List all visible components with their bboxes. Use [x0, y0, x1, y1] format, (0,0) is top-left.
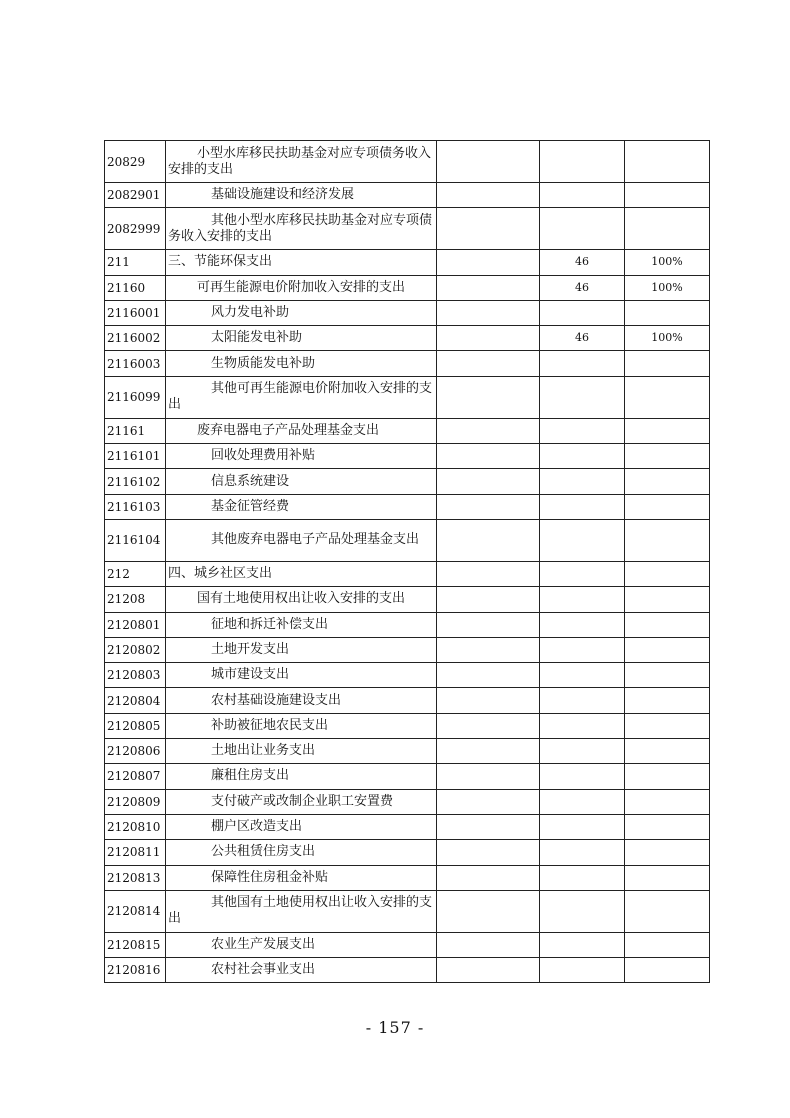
- empty-cell: [437, 865, 540, 890]
- subject-name-text: 其他国有土地使用权出让收入安排的支出: [168, 895, 433, 927]
- subject-name-text: 废弃电器电子产品处理基金支出: [197, 422, 380, 438]
- table-row: [105, 300, 710, 325]
- subject-name-text: 土地开发支出: [211, 642, 290, 657]
- empty-cell: [437, 637, 540, 662]
- amount-cell: [540, 932, 625, 957]
- amount-cell: [540, 840, 625, 865]
- subject-code-cell: 2082999: [105, 208, 166, 250]
- subject-name-cell: [166, 958, 437, 983]
- subject-name-text: 农村社会事业支出: [211, 962, 316, 978]
- table-row: [105, 688, 710, 713]
- subject-name-cell: [166, 300, 437, 325]
- ratio-cell: [625, 376, 710, 418]
- ratio-cell: [625, 865, 710, 890]
- empty-cell: [437, 739, 540, 764]
- amount-cell: [540, 612, 625, 637]
- empty-cell: [437, 932, 540, 957]
- subject-name-text: 农村基础设施建设支出: [211, 692, 342, 708]
- page-number: - 157 -: [365, 1018, 425, 1037]
- empty-cell: [437, 764, 540, 789]
- subject-name-text: 生物质能发电补助: [211, 355, 316, 371]
- subject-name-cell: [166, 713, 437, 738]
- budget-table: [104, 140, 710, 983]
- ratio-cell: [625, 713, 710, 738]
- subject-name-cell: [166, 444, 437, 469]
- amount-cell: [540, 789, 625, 814]
- amount-cell: 46: [540, 326, 625, 351]
- subject-name-text: 可再生能源电价附加收入安排的支出: [197, 279, 406, 295]
- table-row: [105, 275, 710, 300]
- amount-cell: [540, 494, 625, 519]
- subject-name-cell: [166, 764, 437, 789]
- subject-code-cell: 2116001: [105, 300, 166, 325]
- amount-cell: [540, 713, 625, 738]
- budget-table-body: [105, 141, 710, 983]
- table-row: [105, 814, 710, 839]
- empty-cell: [437, 494, 540, 519]
- table-row: [105, 932, 710, 957]
- subject-name-text: 三、节能环保支出: [168, 254, 273, 270]
- empty-cell: [437, 519, 540, 561]
- subject-name-text: 国有土地使用权出让收入安排的支出: [197, 591, 406, 607]
- subject-name-cell: [166, 890, 437, 932]
- empty-cell: [437, 688, 540, 713]
- subject-name-text: 棚户区改造支出: [211, 819, 303, 835]
- subject-name-cell: [166, 183, 437, 208]
- subject-name-cell: [166, 250, 437, 275]
- table-row: [105, 444, 710, 469]
- amount-cell: [540, 141, 625, 183]
- subject-name-cell: [166, 469, 437, 494]
- subject-code-cell: 2120802: [105, 637, 166, 662]
- table-row: [105, 351, 710, 376]
- subject-code-cell: 2116101: [105, 444, 166, 469]
- empty-cell: [437, 351, 540, 376]
- table-row: [105, 376, 710, 418]
- amount-cell: [540, 561, 625, 586]
- ratio-cell: [625, 764, 710, 789]
- ratio-cell: [625, 890, 710, 932]
- table-row: [105, 469, 710, 494]
- ratio-cell: [625, 444, 710, 469]
- empty-cell: [437, 663, 540, 688]
- amount-cell: [540, 764, 625, 789]
- subject-name-text: 四、城乡社区支出: [168, 566, 273, 582]
- empty-cell: [437, 587, 540, 612]
- subject-code-cell: 2116102: [105, 469, 166, 494]
- subject-name-cell: [166, 275, 437, 300]
- empty-cell: [437, 814, 540, 839]
- subject-code-cell: 2120805: [105, 713, 166, 738]
- subject-code-cell: 2120811: [105, 840, 166, 865]
- subject-name-cell: [166, 739, 437, 764]
- empty-cell: [437, 208, 540, 250]
- subject-code-cell: 21161: [105, 418, 166, 443]
- ratio-cell: [625, 958, 710, 983]
- amount-cell: [540, 663, 625, 688]
- amount-cell: [540, 469, 625, 494]
- subject-code-cell: 2116103: [105, 494, 166, 519]
- subject-code-cell: 2116003: [105, 351, 166, 376]
- amount-cell: 46: [540, 250, 625, 275]
- ratio-cell: 100%: [625, 250, 710, 275]
- subject-name-cell: [166, 587, 437, 612]
- subject-name-cell: [166, 840, 437, 865]
- empty-cell: [437, 561, 540, 586]
- amount-cell: [540, 587, 625, 612]
- ratio-cell: 100%: [625, 275, 710, 300]
- table-row: [105, 141, 710, 183]
- amount-cell: [540, 376, 625, 418]
- subject-name-text: 其他废弃电器电子产品处理基金支出: [211, 532, 420, 548]
- table-row: [105, 418, 710, 443]
- subject-name-cell: [166, 418, 437, 443]
- empty-cell: [437, 444, 540, 469]
- ratio-cell: [625, 587, 710, 612]
- ratio-cell: [625, 208, 710, 250]
- table-row: [105, 840, 710, 865]
- subject-code-cell: 2116099: [105, 376, 166, 418]
- table-row: [105, 713, 710, 738]
- subject-code-cell: 211: [105, 250, 166, 275]
- ratio-cell: [625, 351, 710, 376]
- subject-code-cell: 20829: [105, 141, 166, 183]
- amount-cell: [540, 208, 625, 250]
- table-row: [105, 587, 710, 612]
- table-row: [105, 663, 710, 688]
- subject-code-cell: 2120803: [105, 663, 166, 688]
- ratio-cell: [625, 663, 710, 688]
- subject-name-cell: [166, 561, 437, 586]
- subject-name-cell: [166, 494, 437, 519]
- ratio-cell: [625, 739, 710, 764]
- ratio-cell: [625, 494, 710, 519]
- ratio-cell: [625, 612, 710, 637]
- subject-code-cell: 2120810: [105, 814, 166, 839]
- empty-cell: [437, 469, 540, 494]
- table-row: [105, 739, 710, 764]
- subject-name-text: 补助被征地农民支出: [211, 717, 329, 733]
- table-row: [105, 890, 710, 932]
- ratio-cell: [625, 469, 710, 494]
- ratio-cell: [625, 840, 710, 865]
- subject-name-text: 基金征管经费: [211, 498, 290, 514]
- subject-code-cell: 2116104: [105, 519, 166, 561]
- table-row: [105, 789, 710, 814]
- empty-cell: [437, 840, 540, 865]
- ratio-cell: [625, 932, 710, 957]
- subject-name-cell: [166, 789, 437, 814]
- amount-cell: [540, 444, 625, 469]
- amount-cell: [540, 739, 625, 764]
- subject-name-cell: [166, 208, 437, 250]
- table-row: [105, 612, 710, 637]
- subject-name-cell: [166, 519, 437, 561]
- amount-cell: [540, 865, 625, 890]
- subject-name-cell: [166, 688, 437, 713]
- table-row: [105, 183, 710, 208]
- ratio-cell: [625, 141, 710, 183]
- subject-name-text: 保障性住房租金补贴: [211, 869, 329, 885]
- empty-cell: [437, 300, 540, 325]
- subject-name-cell: [166, 612, 437, 637]
- subject-name-text: 土地出让业务支出: [211, 743, 316, 759]
- subject-name-text: 基础设施建设和经济发展: [211, 187, 355, 203]
- table-row: [105, 326, 710, 351]
- empty-cell: [437, 275, 540, 300]
- table-row: [105, 494, 710, 519]
- subject-name-text: 太阳能发电补助: [211, 330, 303, 346]
- subject-code-cell: 2116002: [105, 326, 166, 351]
- ratio-cell: [625, 183, 710, 208]
- table-row: [105, 250, 710, 275]
- table-row: [105, 519, 710, 561]
- ratio-cell: [625, 519, 710, 561]
- subject-name-text: 小型水库移民扶助基金对应专项债务收入安排的支出: [168, 145, 432, 177]
- ratio-cell: 100%: [625, 326, 710, 351]
- subject-name-cell: [166, 351, 437, 376]
- table-row: [105, 561, 710, 586]
- subject-name-text: 征地和拆迁补偿支出: [211, 616, 329, 632]
- subject-code-cell: 2120807: [105, 764, 166, 789]
- subject-name-cell: [166, 637, 437, 662]
- subject-name-text: 回收处理费用补贴: [211, 448, 316, 464]
- empty-cell: [437, 958, 540, 983]
- empty-cell: [437, 890, 540, 932]
- empty-cell: [437, 376, 540, 418]
- subject-code-cell: 212: [105, 561, 166, 586]
- subject-code-cell: 21208: [105, 587, 166, 612]
- amount-cell: [540, 637, 625, 662]
- subject-name-text: 农业生产发展支出: [211, 936, 316, 952]
- table-row: [105, 637, 710, 662]
- subject-name-text: 支付破产或改制企业职工安置费: [211, 793, 394, 809]
- ratio-cell: [625, 561, 710, 586]
- table-row: [105, 958, 710, 983]
- table-row: [105, 865, 710, 890]
- ratio-cell: [625, 637, 710, 662]
- subject-name-text: 信息系统建设: [211, 473, 290, 489]
- empty-cell: [437, 789, 540, 814]
- table-row: [105, 764, 710, 789]
- subject-code-cell: 21160: [105, 275, 166, 300]
- subject-code-cell: 2120804: [105, 688, 166, 713]
- subject-name-cell: [166, 141, 437, 183]
- amount-cell: [540, 418, 625, 443]
- subject-code-cell: 2120814: [105, 890, 166, 932]
- subject-code-cell: 2120816: [105, 958, 166, 983]
- ratio-cell: [625, 789, 710, 814]
- amount-cell: [540, 183, 625, 208]
- subject-name-cell: [166, 663, 437, 688]
- ratio-cell: [625, 688, 710, 713]
- amount-cell: [540, 300, 625, 325]
- amount-cell: [540, 958, 625, 983]
- subject-code-cell: 2120806: [105, 739, 166, 764]
- subject-name-text: 公共租赁住房支出: [211, 844, 316, 860]
- empty-cell: [437, 183, 540, 208]
- subject-name-cell: [166, 932, 437, 957]
- subject-code-cell: 2120809: [105, 789, 166, 814]
- subject-name-text: 风力发电补助: [211, 305, 290, 321]
- subject-code-cell: 2120815: [105, 932, 166, 957]
- amount-cell: 46: [540, 275, 625, 300]
- subject-name-text: 其他小型水库移民扶助基金对应专项债务收入安排的支出: [168, 212, 433, 244]
- ratio-cell: [625, 418, 710, 443]
- empty-cell: [437, 713, 540, 738]
- ratio-cell: [625, 814, 710, 839]
- subject-code-cell: 2120801: [105, 612, 166, 637]
- subject-name-cell: [166, 376, 437, 418]
- empty-cell: [437, 141, 540, 183]
- subject-name-text: 其他可再生能源电价附加收入安排的支出: [168, 381, 433, 413]
- empty-cell: [437, 418, 540, 443]
- empty-cell: [437, 612, 540, 637]
- subject-name-cell: [166, 814, 437, 839]
- table-row: [105, 208, 710, 250]
- subject-name-cell: [166, 326, 437, 351]
- subject-name-text: 廉租住房支出: [211, 768, 290, 784]
- subject-name-text: 城市建设支出: [211, 667, 290, 683]
- empty-cell: [437, 250, 540, 275]
- subject-code-cell: 2082901: [105, 183, 166, 208]
- amount-cell: [540, 688, 625, 713]
- empty-cell: [437, 326, 540, 351]
- ratio-cell: [625, 300, 710, 325]
- subject-code-cell: 2120813: [105, 865, 166, 890]
- subject-name-cell: [166, 865, 437, 890]
- amount-cell: [540, 351, 625, 376]
- amount-cell: [540, 890, 625, 932]
- amount-cell: [540, 519, 625, 561]
- amount-cell: [540, 814, 625, 839]
